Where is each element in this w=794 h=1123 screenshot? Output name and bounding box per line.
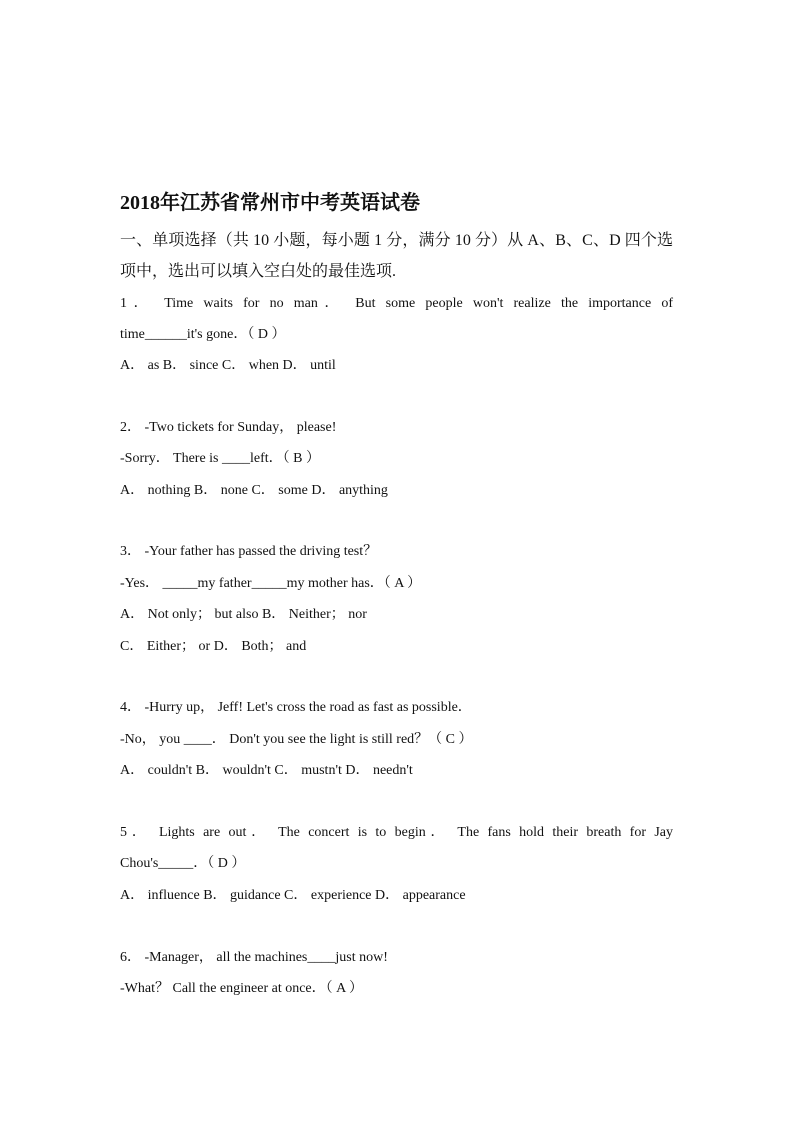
question-1-line-1: 1． Time waits for no man． But some people won't realize the importance of xyxy=(120,296,673,311)
question-3-options-1: A． Not only； but also B． Neither； nor xyxy=(120,607,367,622)
page-title: 2018年江苏省常州市中考英语试卷 xyxy=(120,192,420,214)
question-1-options: A． as B． since C． when D． until xyxy=(120,358,336,373)
question-2-options: A． nothing B． none C． some D． anything xyxy=(120,483,388,498)
question-3-line-1: 3． -Your father has passed the driving test？ xyxy=(120,544,378,559)
question-1-line-2: time______it's gone．（ D ） xyxy=(120,327,286,342)
instructions-line-1: 一、单项选择（共 10 小题，每小题 1 分，满分 10 分）从 A、B、C、D 四个选 xyxy=(120,232,673,249)
question-3-line-2: -Yes． _____my father_____my mother has．（ A ） xyxy=(120,576,422,591)
question-4-line-1: 4． -Hurry up， Jeff! Let's cross the road as fast as possible． xyxy=(120,700,472,715)
question-6-line-2: -What？ Call the engineer at once．（ A ） xyxy=(120,981,363,996)
question-2-line-1: 2． -Two tickets for Sunday， please! xyxy=(120,420,337,435)
question-2-line-2: -Sorry． There is ____left．（ B ） xyxy=(120,451,320,466)
question-5-line-1: 5． Lights are out． The concert is to begin． The fans hold their breath for Jay xyxy=(120,825,673,840)
question-6-line-1: 6． -Manager， all the machines____just now! xyxy=(120,950,388,965)
instructions-line-2: 项中，选出可以填入空白处的最佳选项. xyxy=(120,263,397,280)
question-5-options: A． influence B． guidance C． experience D． appearance xyxy=(120,888,466,903)
question-3-options-2: C． Either； or D． Both； and xyxy=(120,639,307,654)
question-4-line-2: -No， you ____． Don't you see the light is still red？（ C ） xyxy=(120,732,473,747)
question-5-line-2: Chou's_____．（ D ） xyxy=(120,856,246,871)
question-4-options: A． couldn't B． wouldn't C． mustn't D． needn't xyxy=(120,763,413,778)
